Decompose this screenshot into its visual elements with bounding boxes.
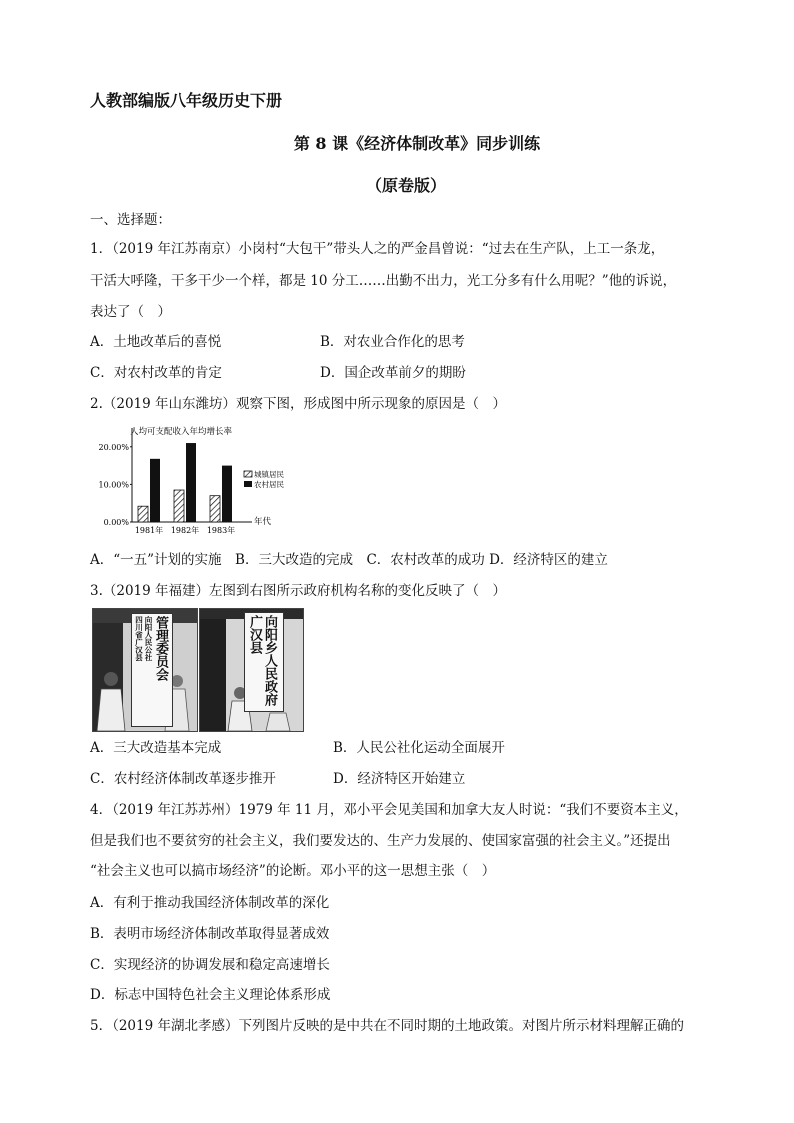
photo-township-sign — [199, 608, 304, 732]
sign-text: 向阳乡人民政府 — [262, 615, 277, 706]
question-text-line: “社会主义也可以搞市场经济”的论断。邓小平的这一思想主张（ ） — [90, 863, 496, 879]
bar-rural-1 — [186, 443, 196, 522]
option-a: A．土地改革后的喜悦 — [90, 334, 222, 350]
option-c: C．农村经济体制改革逐步推开 — [90, 771, 276, 787]
option-b: B．对农业合作化的思考 — [320, 334, 465, 350]
x-category-label: 1981年 — [134, 526, 164, 535]
bar-urban-2 — [210, 496, 220, 522]
sign-board-left — [131, 613, 173, 727]
sign-text: 向阳人民公社 — [144, 616, 153, 661]
section-heading: 一、选择题： — [90, 212, 171, 228]
sign-board-right — [244, 612, 284, 712]
option-a: A．有利于推动我国经济体制改革的深化 — [90, 895, 330, 911]
question-text-line: 5．（2019 年湖北孝感）下列图片反映的是中共在不同时期的土地政策。对图片所示材料理解正确的 — [90, 1018, 684, 1034]
lesson-title: 第 8 课《经济体制改革》同步训练 — [293, 134, 541, 153]
income-growth-chart — [92, 420, 332, 542]
y-tick-label: 0.00% — [103, 518, 129, 527]
option-b: B．表明市场经济体制改革取得显著成效 — [90, 926, 330, 942]
x-category-label: 1982年 — [170, 526, 200, 535]
legend-label-rural: 农村居民 — [254, 480, 284, 489]
sign-text: 四川省广汉县 — [134, 616, 144, 661]
option-b: B．人民公社化运动全面展开 — [333, 740, 505, 756]
question-text-line: 3.（2019 年福建）左图到右图所示政府机构名称的变化反映了（ ） — [90, 583, 507, 599]
x-category-label: 1983年 — [206, 526, 236, 535]
sign-text: 广汉县 — [247, 615, 262, 654]
question-text-line: 2.（2019 年山东潍坊）观察下图，形成图中所示现象的原因是（ ） — [90, 396, 507, 412]
legend-swatch-rural — [244, 481, 252, 487]
sign-text: 管理委员会 — [153, 616, 168, 681]
y-tick-label: 10.00% — [98, 480, 129, 490]
question-text-line: 表达了（ ） — [90, 304, 171, 320]
legend-label-urban: 城镇居民 — [254, 470, 284, 479]
option-d: D．标志中国特色社会主义理论体系形成 — [90, 987, 331, 1003]
options-line: A．“一五”计划的实施 B．三大改造的完成 C．农村改革的成功 D．经济特区的建立 — [90, 552, 608, 568]
question-text-line: 1．（2019 年江苏南京）小岗村“大包干”带头人之的严金昌曾说：“过去在生产队，上工一条龙， — [90, 241, 665, 257]
legend-swatch-urban — [244, 471, 252, 477]
question-text-line: 但是我们也不要贫穷的社会主义，我们要发达的、生产力发展的、使国家富强的社会主义。”还提出 — [90, 833, 671, 849]
option-c: C．对农村改革的肯定 — [90, 365, 222, 381]
bar-rural-0 — [150, 459, 160, 522]
option-d: D．经济特区开始建立 — [333, 771, 466, 787]
option-d: D．国企改革前夕的期盼 — [320, 365, 466, 381]
option-c: C．实现经济的协调发展和稳定高速增长 — [90, 957, 330, 973]
x-axis-label: 年代 — [254, 517, 272, 527]
y-tick-label: 20.00% — [98, 442, 129, 452]
option-a: A．三大改造基本完成 — [90, 740, 222, 756]
bar-rural-2 — [222, 466, 232, 522]
bar-urban-1 — [174, 490, 184, 522]
chart-title: 人均可支配收入年均增长率 — [130, 427, 233, 437]
version-subtitle: （原卷版） — [365, 176, 446, 195]
question-text-line: 4．（2019 年江苏苏州）1979 年 11 月，邓小平会见美国和加拿大友人时说：“我们不要资本主义， — [90, 802, 688, 818]
series-title: 人教部编版八年级历史下册 — [90, 91, 283, 110]
photo-commune-sign — [92, 608, 198, 732]
question-text-line: 干活大呼隆，干多干少一个样，都是 10 分工……出勤不出力，光工分多有什么用呢？”他的诉说， — [90, 273, 677, 289]
bar-urban-0 — [138, 506, 148, 522]
